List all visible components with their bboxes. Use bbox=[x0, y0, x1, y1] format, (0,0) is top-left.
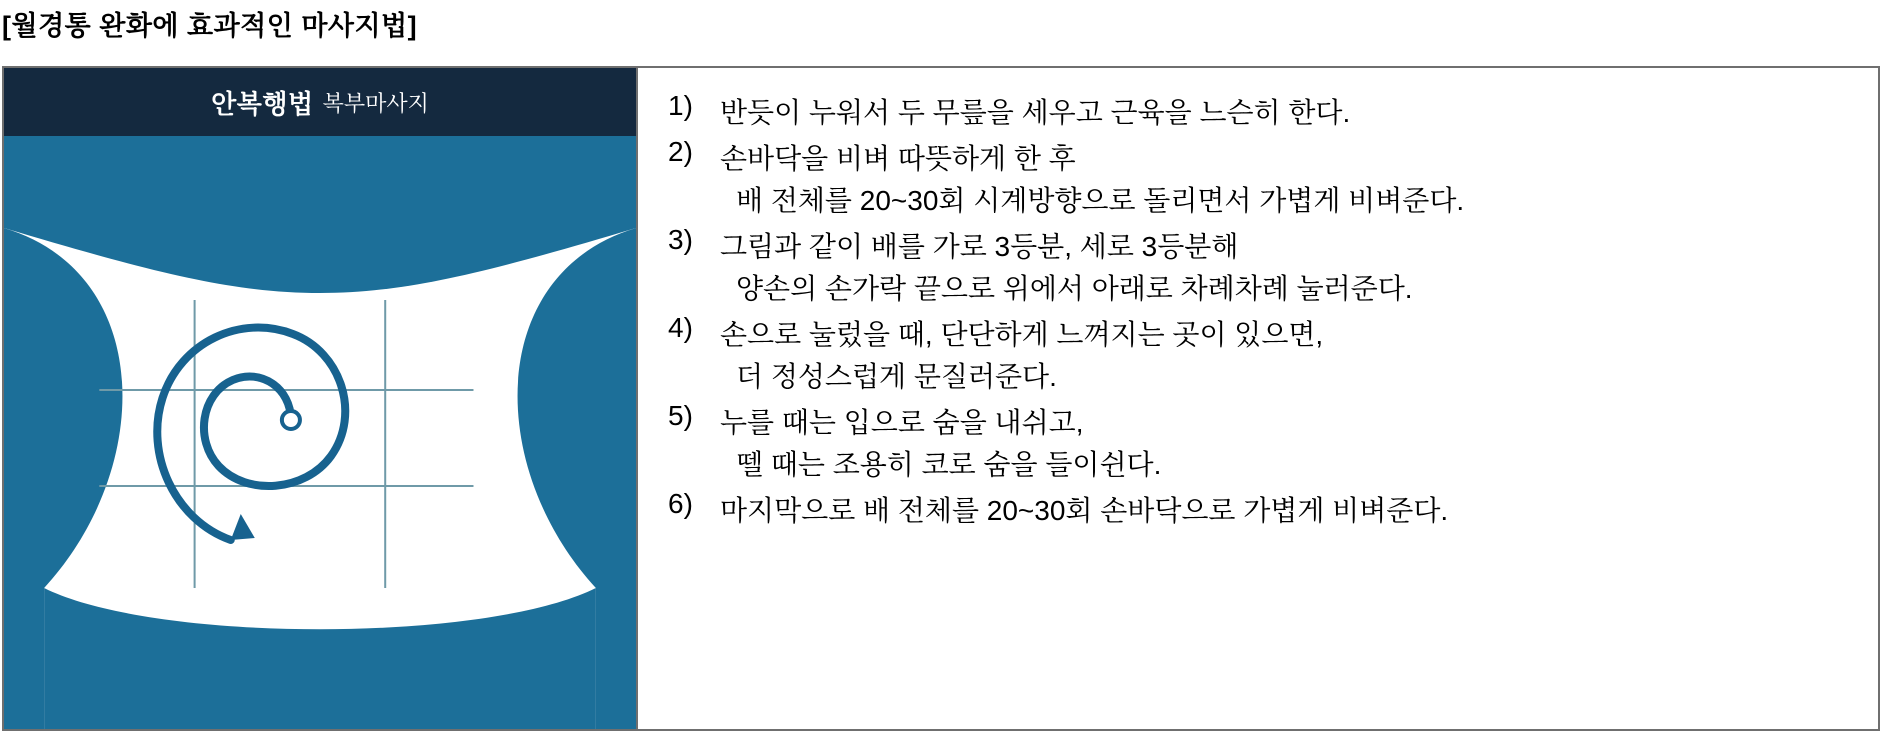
step-line: 더 정성스럽게 문질러준다. bbox=[736, 361, 1057, 393]
step-line: 누를 때는 입으로 숨을 내쉬고, bbox=[720, 406, 1084, 438]
list-item bbox=[668, 311, 1858, 399]
step-number: 4) bbox=[668, 311, 693, 343]
step-number: 1) bbox=[668, 90, 693, 121]
step-line: 반듯이 누워서 두 무릎을 세우고 근육을 느슨히 한다. bbox=[720, 97, 1351, 128]
step-line: 뗄 때는 조용히 코로 숨을 들이쉰다. bbox=[736, 449, 1162, 481]
step-line: 손바닥을 비벼 따뜻하게 한 후 bbox=[720, 142, 1076, 174]
step-line: 마지막으로 배 전체를 20~30회 손바닥으로 가볍게 비벼준다. bbox=[720, 494, 1449, 526]
massage-steps-list bbox=[668, 92, 1858, 532]
steps-cell bbox=[638, 68, 1878, 729]
step-text bbox=[720, 314, 1323, 399]
step-line: 배 전체를 20~30회 시계방향으로 돌리면서 가볍게 비벼준다. bbox=[736, 185, 1465, 217]
figure-banner bbox=[4, 68, 636, 136]
navel-marker bbox=[282, 411, 300, 429]
step-text bbox=[720, 138, 1464, 223]
figure-banner-main-label: 안복행법 bbox=[211, 88, 314, 119]
step-number: 2) bbox=[668, 135, 693, 167]
step-line: 손으로 눌렀을 때, 단단하게 느껴지는 곳이 있으면, bbox=[720, 318, 1324, 350]
step-text bbox=[720, 490, 1448, 533]
illustration-cell bbox=[4, 68, 638, 729]
figure-banner-sub-label: 복부마사지 bbox=[322, 90, 429, 116]
list-item bbox=[668, 135, 1858, 223]
step-text bbox=[720, 92, 1350, 135]
list-item bbox=[668, 92, 1858, 135]
step-text bbox=[720, 226, 1413, 311]
list-item bbox=[668, 487, 1858, 533]
massage-guide-table bbox=[2, 66, 1880, 731]
step-line: 그림과 같이 배를 가로 3등분, 세로 3등분해 bbox=[720, 230, 1239, 262]
step-number: 5) bbox=[668, 399, 693, 431]
step-line: 양손의 손가락 끝으로 위에서 아래로 차례차례 눌러준다. bbox=[736, 273, 1413, 305]
list-item bbox=[668, 223, 1858, 311]
step-text bbox=[720, 402, 1161, 487]
abdomen-massage-illustration bbox=[4, 68, 636, 729]
page-title: [월경통 완화에 효과적인 마사지법] bbox=[2, 11, 418, 41]
list-item bbox=[668, 399, 1858, 487]
step-number: 6) bbox=[668, 487, 693, 519]
step-number: 3) bbox=[668, 223, 693, 255]
